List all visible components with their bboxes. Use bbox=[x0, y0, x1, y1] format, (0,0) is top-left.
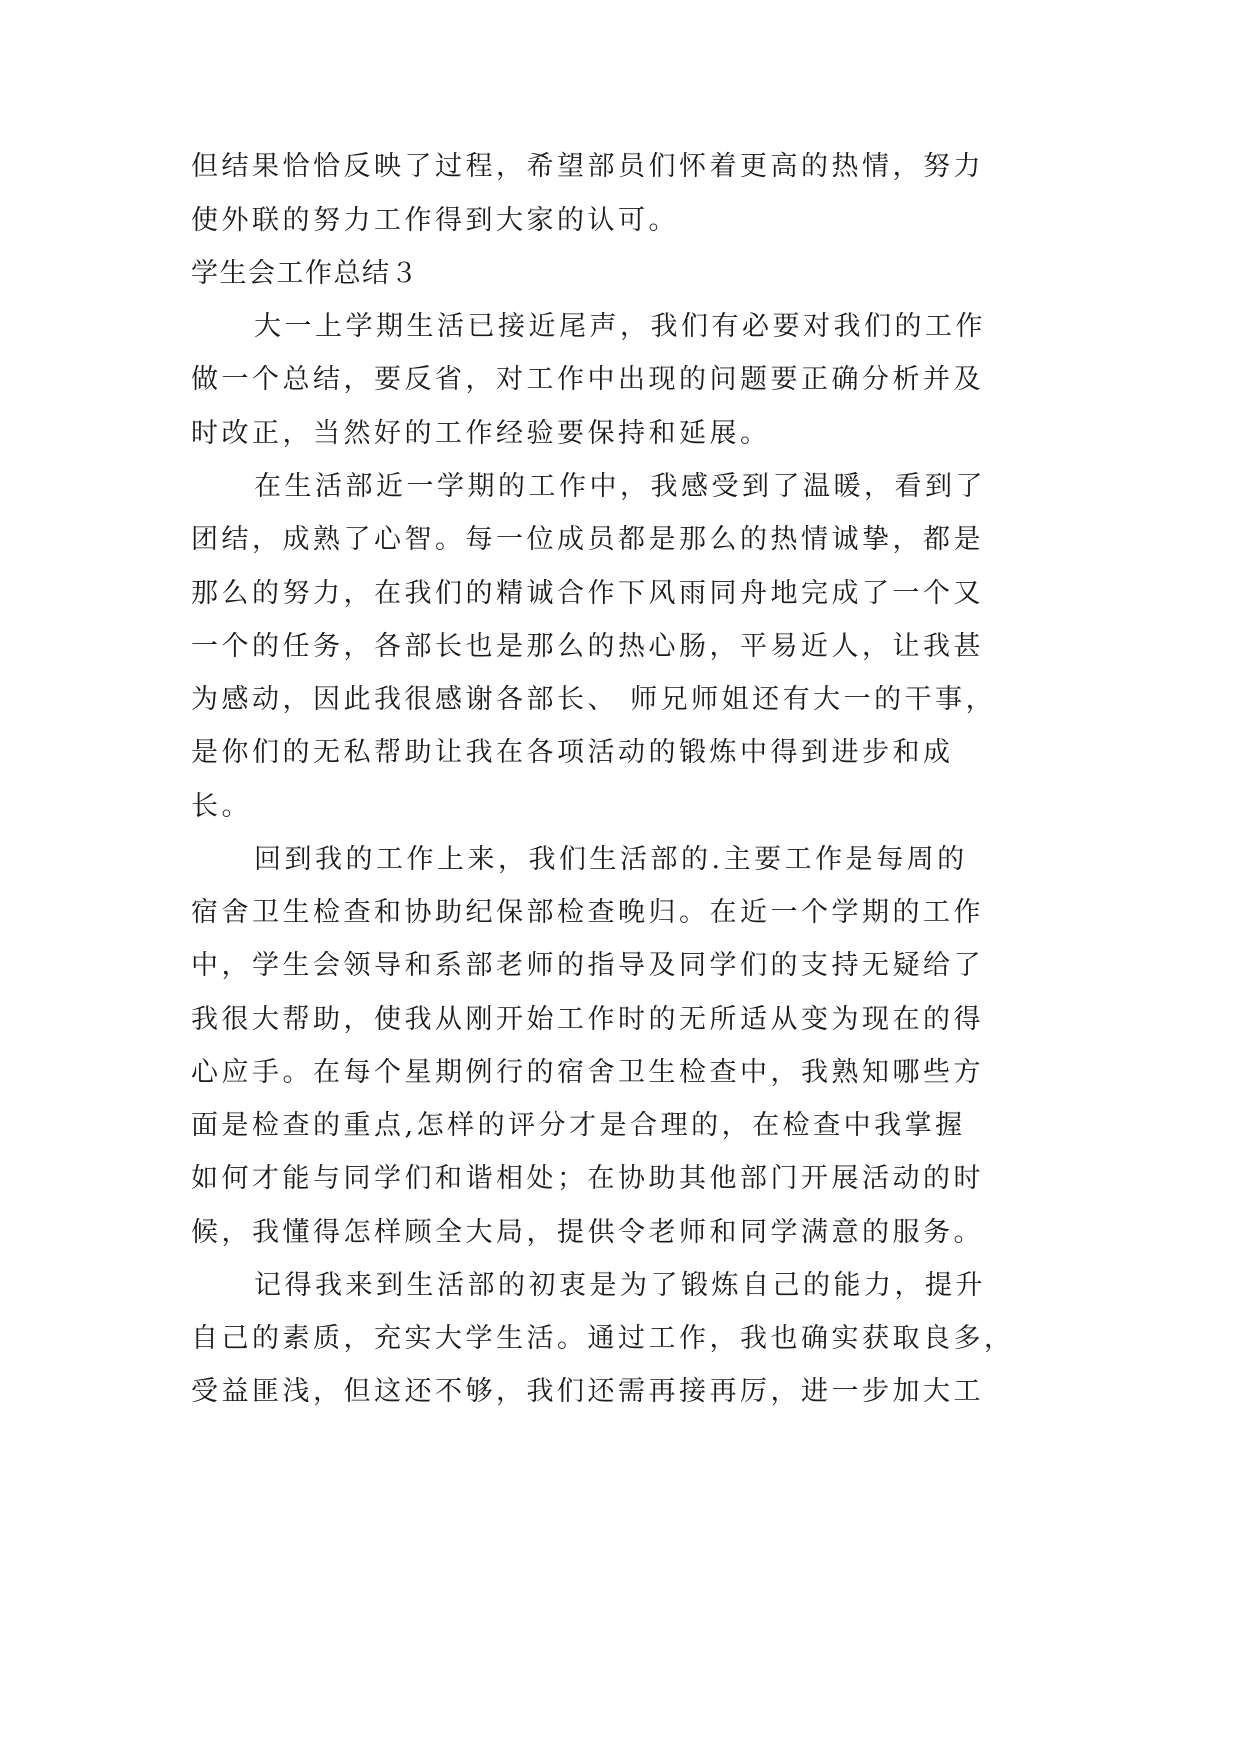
continuation-line-2: 使外联的努力工作得到大家的认可。 bbox=[191, 205, 679, 236]
paragraph-3-line-2: 宿舍卫生检查和协助纪保部检查晚归。在近一个学期的工作 bbox=[191, 897, 984, 928]
paragraph-4-line-2: 自己的素质，充实大学生活。通过工作，我也确实获取良多， bbox=[191, 1323, 1015, 1354]
paragraph-4-line-3: 受益匪浅，但这还不够，我们还需再接再厉，进一步加大工 bbox=[191, 1376, 984, 1407]
paragraph-2-line-5: 为感动，因此我很感谢各部长、 师兄师姐还有大一的干事， bbox=[191, 684, 997, 715]
paragraph-2-line-7: 长。 bbox=[191, 791, 252, 822]
paragraph-1-line-1: 大一上学期生活已接近尾声，我们有必要对我们的工作 bbox=[254, 311, 986, 342]
paragraph-2-line-1: 在生活部近一学期的工作中，我感受到了温暖，看到了 bbox=[254, 471, 986, 502]
paragraph-3-line-7: 如何才能与同学们和谐相处；在协助其他部门开展活动的时 bbox=[191, 1163, 984, 1194]
paragraph-2-line-3: 那么的努力，在我们的精诚合作下风雨同舟地完成了一个又 bbox=[191, 578, 984, 609]
paragraph-4-line-1: 记得我来到生活部的初衷是为了锻炼自己的能力，提升 bbox=[254, 1270, 986, 1301]
section-heading: 学生会工作总结３ bbox=[191, 258, 419, 289]
paragraph-2-line-6: 是你们的无私帮助让我在各项活动的锻炼中得到进步和成 bbox=[191, 737, 954, 768]
paragraph-1-line-3: 时改正，当然好的工作经验要保持和延展。 bbox=[191, 418, 771, 449]
paragraph-3-line-5: 心应手。在每个星期例行的宿舍卫生检查中，我熟知哪些方 bbox=[191, 1057, 984, 1088]
paragraph-3-line-8: 候，我懂得怎样顾全大局，提供令老师和同学满意的服务。 bbox=[191, 1217, 984, 1248]
continuation-line-1: 但结果恰恰反映了过程，希望部员们怀着更高的热情，努力 bbox=[191, 151, 984, 182]
paragraph-3-line-6: 面是检查的重点,怎样的评分才是合理的，在检查中我掌握 bbox=[191, 1110, 966, 1141]
paragraph-2-line-4: 一个的任务，各部长也是那么的热心肠，平易近人，让我甚 bbox=[191, 631, 984, 662]
paragraph-3-line-3: 中，学生会领导和系部老师的指导及同学们的支持无疑给了 bbox=[191, 950, 984, 981]
paragraph-1-line-2: 做一个总结，要反省，对工作中出现的问题要正确分析并及 bbox=[191, 364, 984, 395]
paragraph-3-line-1: 回到我的工作上来，我们生活部的.主要工作是每周的 bbox=[254, 844, 968, 875]
paragraph-2-line-2: 团结，成熟了心智。每一位成员都是那么的热情诚挚，都是 bbox=[191, 524, 984, 555]
paragraph-3-line-4: 我很大帮助，使我从刚开始工作时的无所适从变为现在的得 bbox=[191, 1004, 984, 1035]
